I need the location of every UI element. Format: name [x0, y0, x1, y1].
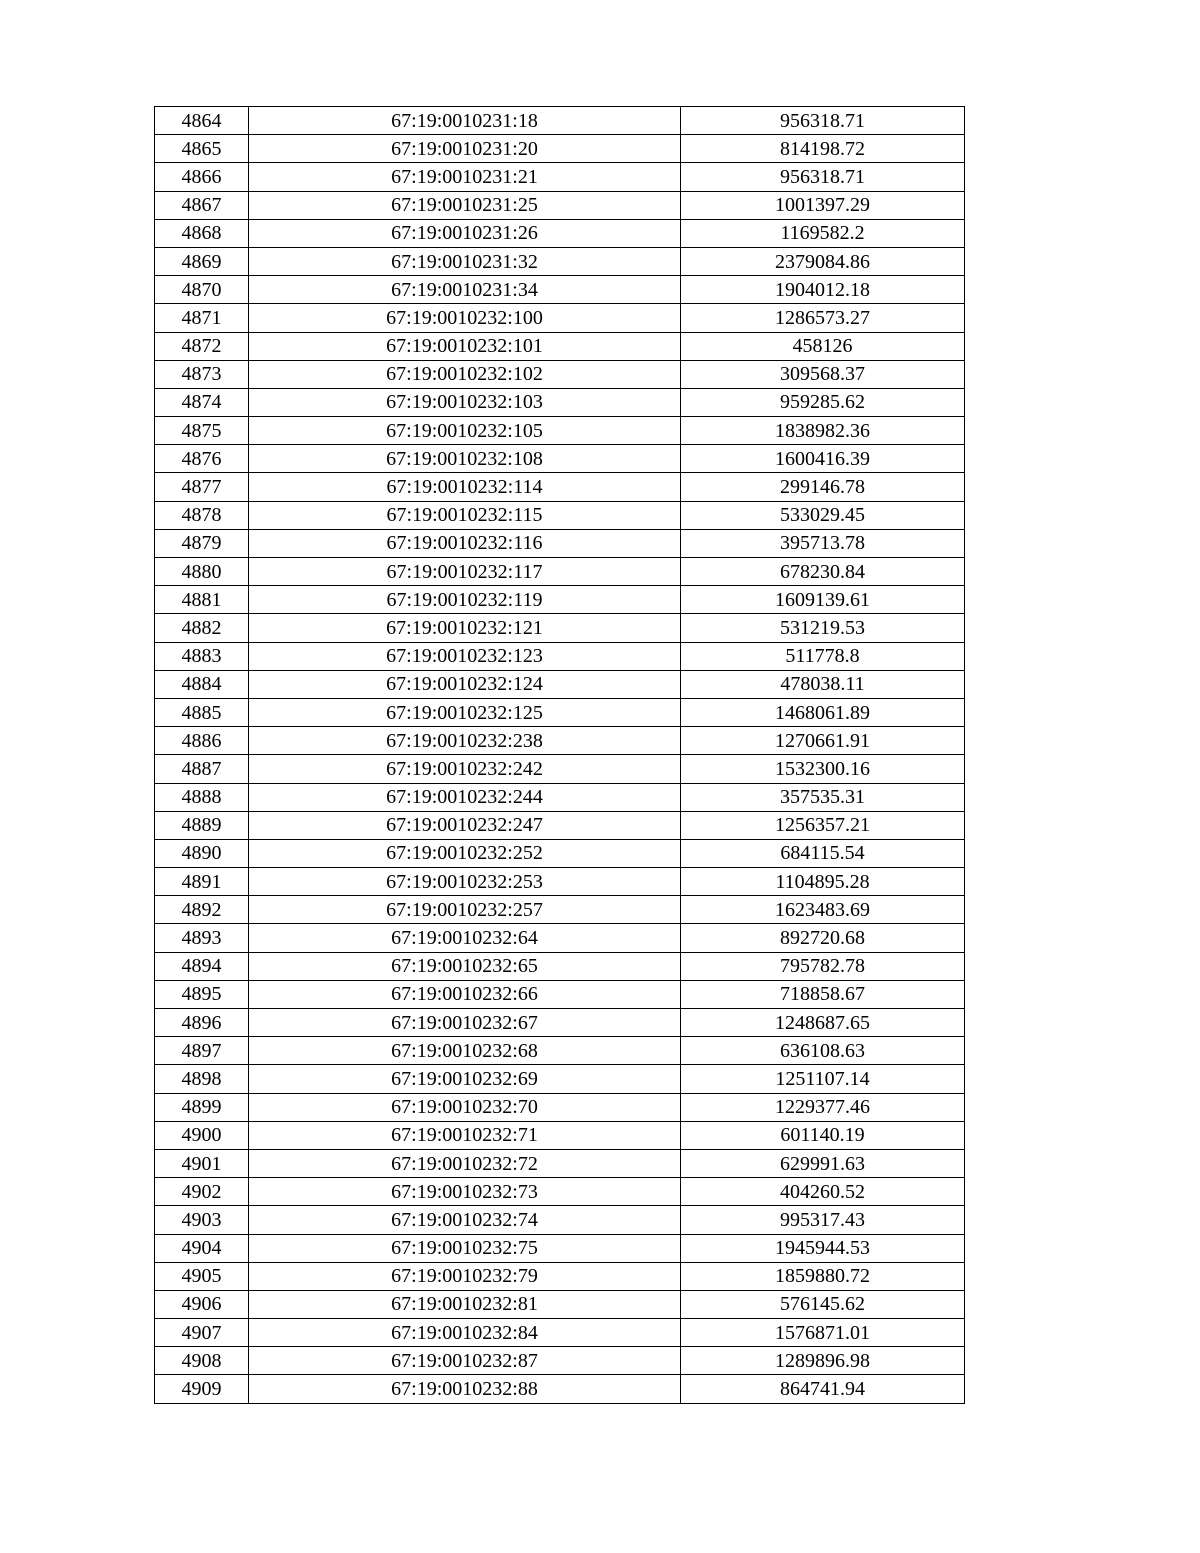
cadastral-number-cell: 67:19:0010232:253 [249, 868, 681, 896]
table-row [155, 501, 965, 529]
table-row [155, 107, 965, 135]
cadastral-value-cell: 404260.52 [681, 1178, 965, 1206]
cadastral-number-cell: 67:19:0010232:247 [249, 811, 681, 839]
cadastral-number-cell: 67:19:0010232:67 [249, 1009, 681, 1037]
row-number-cell: 4866 [155, 163, 249, 191]
cadastral-number-cell: 67:19:0010232:238 [249, 727, 681, 755]
cadastral-number-cell: 67:19:0010232:64 [249, 924, 681, 952]
row-number-cell: 4909 [155, 1375, 249, 1403]
cadastral-value-cell: 1229377.46 [681, 1093, 965, 1121]
cadastral-number-cell: 67:19:0010232:108 [249, 445, 681, 473]
cadastral-number-cell: 67:19:0010232:69 [249, 1065, 681, 1093]
table-row [155, 755, 965, 783]
cadastral-number-cell: 67:19:0010232:88 [249, 1375, 681, 1403]
cadastral-value-cell: 1286573.27 [681, 304, 965, 332]
cadastral-value-cell: 1945944.53 [681, 1234, 965, 1262]
cadastral-value-cell: 795782.78 [681, 952, 965, 980]
cadastral-value-table [154, 106, 965, 1404]
table-row [155, 247, 965, 275]
table-row [155, 811, 965, 839]
cadastral-number-cell: 67:19:0010232:84 [249, 1319, 681, 1347]
table-row [155, 163, 965, 191]
row-number-cell: 4883 [155, 642, 249, 670]
cadastral-value-cell: 1289896.98 [681, 1347, 965, 1375]
cadastral-number-cell: 67:19:0010232:70 [249, 1093, 681, 1121]
cadastral-value-cell: 395713.78 [681, 529, 965, 557]
table-row [155, 839, 965, 867]
row-number-cell: 4877 [155, 473, 249, 501]
cadastral-number-cell: 67:19:0010232:103 [249, 388, 681, 416]
cadastral-number-cell: 67:19:0010232:114 [249, 473, 681, 501]
cadastral-value-cell: 956318.71 [681, 163, 965, 191]
table-row [155, 1121, 965, 1149]
row-number-cell: 4895 [155, 980, 249, 1008]
cadastral-value-cell: 1576871.01 [681, 1319, 965, 1347]
cadastral-number-cell: 67:19:0010231:25 [249, 191, 681, 219]
row-number-cell: 4865 [155, 135, 249, 163]
cadastral-number-cell: 67:19:0010232:74 [249, 1206, 681, 1234]
row-number-cell: 4906 [155, 1290, 249, 1318]
row-number-cell: 4870 [155, 276, 249, 304]
cadastral-number-cell: 67:19:0010231:18 [249, 107, 681, 135]
row-number-cell: 4881 [155, 586, 249, 614]
row-number-cell: 4899 [155, 1093, 249, 1121]
cadastral-value-cell: 684115.54 [681, 839, 965, 867]
cadastral-number-cell: 67:19:0010231:26 [249, 219, 681, 247]
cadastral-value-cell: 1904012.18 [681, 276, 965, 304]
cadastral-value-cell: 1256357.21 [681, 811, 965, 839]
row-number-cell: 4888 [155, 783, 249, 811]
cadastral-number-cell: 67:19:0010232:257 [249, 896, 681, 924]
table-row [155, 191, 965, 219]
cadastral-number-cell: 67:19:0010232:125 [249, 698, 681, 726]
cadastral-value-cell: 718858.67 [681, 980, 965, 1008]
table-row [155, 642, 965, 670]
table-row [155, 219, 965, 247]
cadastral-number-cell: 67:19:0010232:117 [249, 558, 681, 586]
row-number-cell: 4864 [155, 107, 249, 135]
cadastral-value-cell: 1609139.61 [681, 586, 965, 614]
table-row [155, 1262, 965, 1290]
table-row [155, 1234, 965, 1262]
row-number-cell: 4867 [155, 191, 249, 219]
cadastral-number-cell: 67:19:0010232:73 [249, 1178, 681, 1206]
table-row [155, 1206, 965, 1234]
row-number-cell: 4902 [155, 1178, 249, 1206]
cadastral-number-cell: 67:19:0010231:20 [249, 135, 681, 163]
row-number-cell: 4882 [155, 614, 249, 642]
cadastral-value-cell: 2379084.86 [681, 247, 965, 275]
row-number-cell: 4873 [155, 360, 249, 388]
row-number-cell: 4868 [155, 219, 249, 247]
row-number-cell: 4876 [155, 445, 249, 473]
cadastral-number-cell: 67:19:0010232:119 [249, 586, 681, 614]
row-number-cell: 4880 [155, 558, 249, 586]
row-number-cell: 4871 [155, 304, 249, 332]
cadastral-number-cell: 67:19:0010232:124 [249, 670, 681, 698]
cadastral-value-cell: 678230.84 [681, 558, 965, 586]
table-row [155, 1065, 965, 1093]
cadastral-number-cell: 67:19:0010232:66 [249, 980, 681, 1008]
cadastral-value-cell: 357535.31 [681, 783, 965, 811]
cadastral-value-cell: 864741.94 [681, 1375, 965, 1403]
table-row [155, 304, 965, 332]
cadastral-value-cell: 629991.63 [681, 1149, 965, 1177]
cadastral-value-cell: 1859880.72 [681, 1262, 965, 1290]
table-row [155, 135, 965, 163]
row-number-cell: 4879 [155, 529, 249, 557]
cadastral-value-cell: 1623483.69 [681, 896, 965, 924]
table-row [155, 1347, 965, 1375]
cadastral-number-cell: 67:19:0010232:101 [249, 332, 681, 360]
row-number-cell: 4907 [155, 1319, 249, 1347]
cadastral-value-cell: 636108.63 [681, 1037, 965, 1065]
cadastral-value-cell: 576145.62 [681, 1290, 965, 1318]
row-number-cell: 4903 [155, 1206, 249, 1234]
table-row [155, 924, 965, 952]
table-row [155, 360, 965, 388]
cadastral-value-cell: 814198.72 [681, 135, 965, 163]
table-row [155, 445, 965, 473]
row-number-cell: 4890 [155, 839, 249, 867]
table-body [155, 107, 965, 1404]
row-number-cell: 4885 [155, 698, 249, 726]
cadastral-value-cell: 601140.19 [681, 1121, 965, 1149]
cadastral-number-cell: 67:19:0010232:71 [249, 1121, 681, 1149]
cadastral-number-cell: 67:19:0010232:244 [249, 783, 681, 811]
table-row [155, 1375, 965, 1403]
table-row [155, 417, 965, 445]
cadastral-value-cell: 1001397.29 [681, 191, 965, 219]
cadastral-number-cell: 67:19:0010232:65 [249, 952, 681, 980]
cadastral-value-cell: 299146.78 [681, 473, 965, 501]
table-row [155, 727, 965, 755]
cadastral-value-cell: 533029.45 [681, 501, 965, 529]
cadastral-number-cell: 67:19:0010232:252 [249, 839, 681, 867]
row-number-cell: 4904 [155, 1234, 249, 1262]
table-row [155, 1319, 965, 1347]
row-number-cell: 4891 [155, 868, 249, 896]
cadastral-value-cell: 309568.37 [681, 360, 965, 388]
row-number-cell: 4889 [155, 811, 249, 839]
table-row [155, 698, 965, 726]
cadastral-value-cell: 1468061.89 [681, 698, 965, 726]
row-number-cell: 4878 [155, 501, 249, 529]
row-number-cell: 4886 [155, 727, 249, 755]
table-row [155, 529, 965, 557]
table-row [155, 558, 965, 586]
row-number-cell: 4897 [155, 1037, 249, 1065]
cadastral-value-cell: 959285.62 [681, 388, 965, 416]
row-number-cell: 4884 [155, 670, 249, 698]
row-number-cell: 4905 [155, 1262, 249, 1290]
cadastral-number-cell: 67:19:0010232:75 [249, 1234, 681, 1262]
table-row [155, 783, 965, 811]
table-row [155, 670, 965, 698]
cadastral-value-cell: 531219.53 [681, 614, 965, 642]
table-row [155, 1037, 965, 1065]
cadastral-value-cell: 1248687.65 [681, 1009, 965, 1037]
table-row [155, 1178, 965, 1206]
cadastral-value-cell: 1104895.28 [681, 868, 965, 896]
cadastral-value-cell: 1169582.2 [681, 219, 965, 247]
table-row [155, 276, 965, 304]
table-row [155, 586, 965, 614]
cadastral-number-cell: 67:19:0010231:34 [249, 276, 681, 304]
table-row [155, 1093, 965, 1121]
table-row [155, 868, 965, 896]
cadastral-number-cell: 67:19:0010232:72 [249, 1149, 681, 1177]
cadastral-value-cell: 1532300.16 [681, 755, 965, 783]
row-number-cell: 4869 [155, 247, 249, 275]
cadastral-value-cell: 1600416.39 [681, 445, 965, 473]
table-row [155, 1290, 965, 1318]
cadastral-value-cell: 478038.11 [681, 670, 965, 698]
cadastral-value-cell: 1251107.14 [681, 1065, 965, 1093]
table-row [155, 896, 965, 924]
table-row [155, 952, 965, 980]
row-number-cell: 4872 [155, 332, 249, 360]
cadastral-value-cell: 511778.8 [681, 642, 965, 670]
cadastral-number-cell: 67:19:0010232:81 [249, 1290, 681, 1318]
row-number-cell: 4894 [155, 952, 249, 980]
row-number-cell: 4892 [155, 896, 249, 924]
cadastral-number-cell: 67:19:0010232:115 [249, 501, 681, 529]
row-number-cell: 4875 [155, 417, 249, 445]
table-row [155, 614, 965, 642]
row-number-cell: 4887 [155, 755, 249, 783]
row-number-cell: 4900 [155, 1121, 249, 1149]
cadastral-number-cell: 67:19:0010232:105 [249, 417, 681, 445]
cadastral-number-cell: 67:19:0010232:79 [249, 1262, 681, 1290]
cadastral-value-cell: 995317.43 [681, 1206, 965, 1234]
cadastral-number-cell: 67:19:0010232:121 [249, 614, 681, 642]
row-number-cell: 4896 [155, 1009, 249, 1037]
cadastral-value-cell: 1270661.91 [681, 727, 965, 755]
cadastral-value-cell: 458126 [681, 332, 965, 360]
cadastral-number-cell: 67:19:0010232:102 [249, 360, 681, 388]
cadastral-number-cell: 67:19:0010232:87 [249, 1347, 681, 1375]
cadastral-number-cell: 67:19:0010231:32 [249, 247, 681, 275]
table-row [155, 388, 965, 416]
row-number-cell: 4898 [155, 1065, 249, 1093]
cadastral-value-cell: 892720.68 [681, 924, 965, 952]
cadastral-number-cell: 67:19:0010232:68 [249, 1037, 681, 1065]
cadastral-value-cell: 1838982.36 [681, 417, 965, 445]
cadastral-number-cell: 67:19:0010232:123 [249, 642, 681, 670]
cadastral-value-cell: 956318.71 [681, 107, 965, 135]
table-row [155, 980, 965, 1008]
table-row [155, 1149, 965, 1177]
cadastral-number-cell: 67:19:0010232:100 [249, 304, 681, 332]
row-number-cell: 4901 [155, 1149, 249, 1177]
table-row [155, 1009, 965, 1037]
cadastral-number-cell: 67:19:0010231:21 [249, 163, 681, 191]
row-number-cell: 4893 [155, 924, 249, 952]
row-number-cell: 4908 [155, 1347, 249, 1375]
row-number-cell: 4874 [155, 388, 249, 416]
table-row [155, 332, 965, 360]
table-row [155, 473, 965, 501]
cadastral-number-cell: 67:19:0010232:116 [249, 529, 681, 557]
cadastral-number-cell: 67:19:0010232:242 [249, 755, 681, 783]
